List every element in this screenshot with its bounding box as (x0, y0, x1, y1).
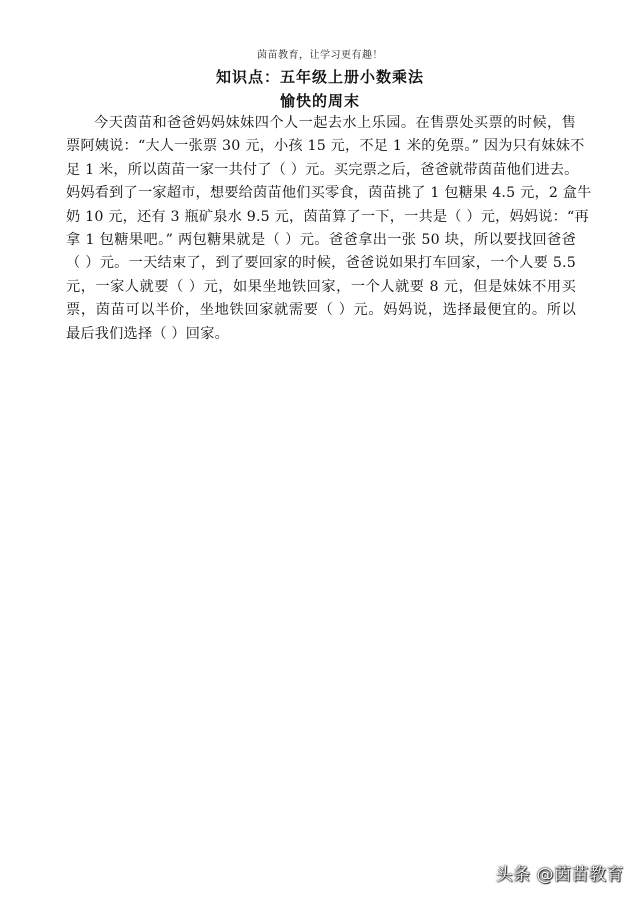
story-line: （ ）元。一天结束了，到了要回家的时候，爸爸说如果打车回家，一个人要 5.5 (66, 255, 576, 272)
story-line: 票阿姨说：“大人一张票 30 元，小孩 15 元，不足 1 米的免票。” 因为只有妹妹不 (66, 138, 585, 155)
story-title: 愉快的周末 (279, 92, 360, 110)
story-paragraph (66, 112, 592, 346)
story-line: 拿 1 包糖果吧。” 两包糖果就是（ ）元。爸爸拿出一张 50 块，所以要找回爸爸 (66, 231, 576, 248)
header-note: 茵苗教育，让学习更有趣！ (257, 50, 383, 61)
story-line: 妈妈看到了一家超市，想要给茵苗他们买零食，茵苗挑了 1 包糖果 4.5 元，2 盒牛 (66, 185, 592, 202)
story-line: 元，一家人就要（ ）元，如果坐地铁回家，一个人就要 8 元，但是妹妹不用买 (66, 278, 576, 295)
story-line: 票，茵苗可以半价，坐地铁回家就需要（ ）元。妈妈说，选择最便宜的。所以 (66, 302, 576, 319)
watermark: 头条 @茵苗教育 (495, 865, 624, 885)
knowledge-point-title: 知识点：五年级上册小数乘法 (215, 68, 424, 86)
story-line: 足 1 米，所以茵苗一家一共付了（ ）元。买完票之后，爸爸就带茵苗他们进去。 (66, 161, 579, 178)
story-line: 最后我们选择（ ）回家。 (66, 325, 229, 342)
story-line: 今天茵苗和爸爸妈妈妹妹四个人一起去水上乐园。在售票处买票的时候，售 (94, 115, 576, 131)
story-line: 奶 10 元，还有 3 瓶矿泉水 9.5 元，茵苗算了一下，一共是（ ）元，妈妈说：“再 (66, 208, 589, 225)
